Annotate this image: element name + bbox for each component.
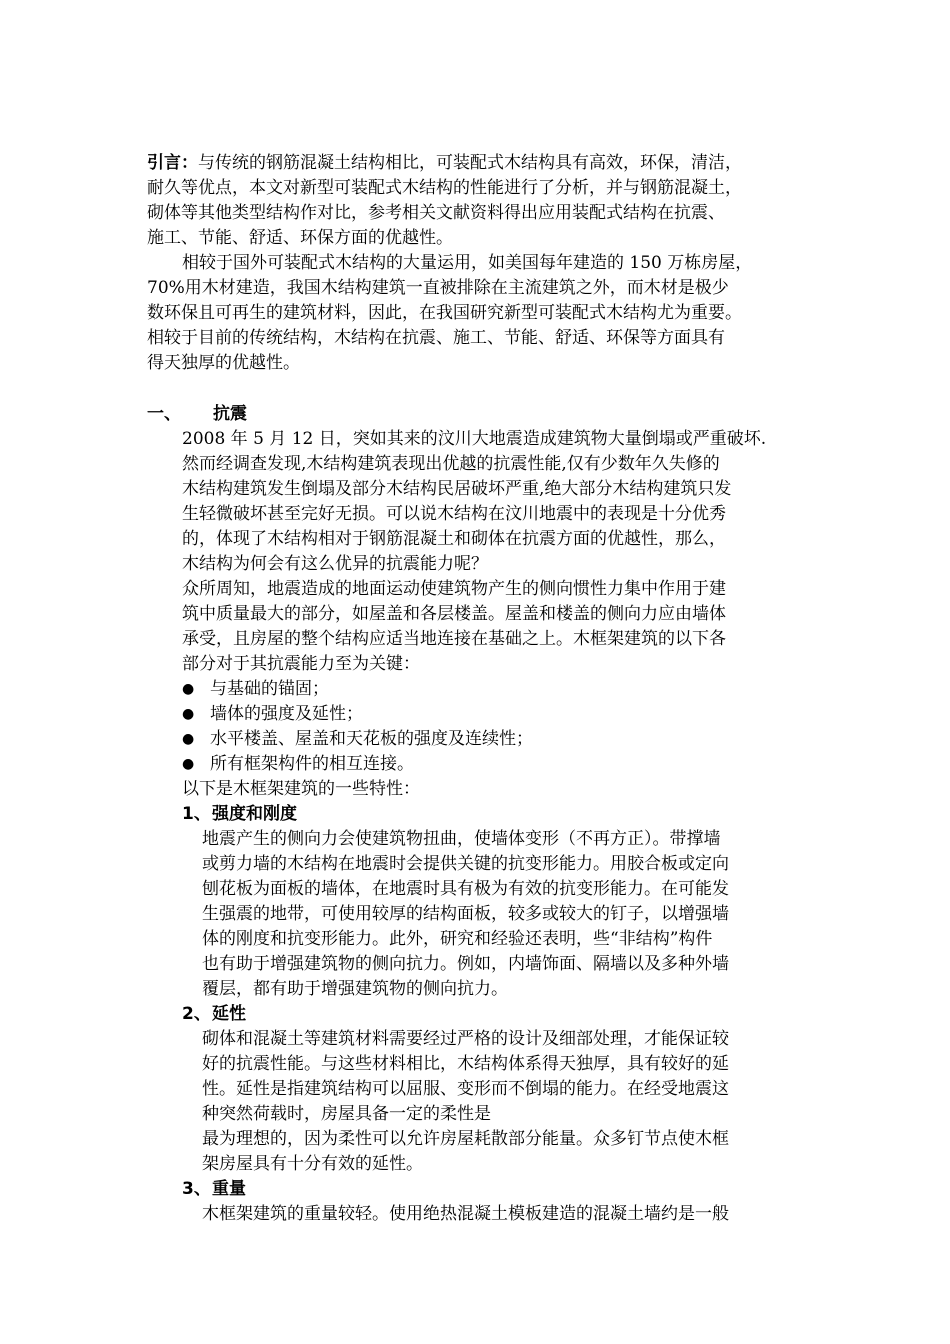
bullet-item: 所有框架构件的相互连接。: [210, 754, 414, 774]
subsection-number: 3、: [182, 1179, 211, 1199]
sub3-line: 木框架建筑的重量较轻。使用绝热混凝土模板建造的混凝土墙约是一般: [202, 1204, 729, 1224]
intro-line-2: 耐久等优点，本文对新型可装配式木结构的性能进行了分析，并与钢筋混凝土，: [147, 178, 742, 198]
sub2-line: 种突然荷载时，房屋具备一定的柔性是: [202, 1104, 491, 1124]
bullet-icon: ●: [182, 681, 195, 697]
section-line: 承受，且房屋的整个结构应适当地连接在基础之上。木框架建筑的以下各: [182, 629, 726, 649]
intro-p2-line: 相较于目前的传统结构，木结构在抗震、施工、节能、舒适、环保等方面具有: [147, 328, 725, 348]
subsection-title: 延性: [212, 1004, 246, 1024]
intro-label: 引言：: [147, 153, 198, 173]
bullet-item: 墙体的强度及延性；: [210, 704, 363, 724]
section-line: 筑中质量最大的部分，如屋盖和各层楼盖。屋盖和楼盖的侧向力应由墙体: [182, 604, 726, 624]
section-number: 一、: [147, 404, 181, 424]
bullet-icon: ●: [182, 731, 195, 747]
section-line: 2008 年 5 月 12 日，突如其来的汶川大地震造成建筑物大量倒塌或严重破坏.: [182, 429, 767, 449]
sub2-line: 架房屋具有十分有效的延性。: [202, 1154, 423, 1174]
section-line: 木结构为何会有这么优异的抗震能力呢？: [182, 554, 488, 574]
sub2-line: 最为理想的，因为柔性可以允许房屋耗散部分能量。众多钉节点使木框: [202, 1129, 729, 1149]
sub1-line: 生强震的地带，可使用较厚的结构面板，较多或较大的钉子，以增强墙: [202, 904, 729, 924]
sub1-line: 也有助于增强建筑物的侧向抗力。例如，内墙饰面、隔墙以及多种外墙: [202, 954, 729, 974]
sub2-line: 性。延性是指建筑结构可以屈服、变形而不倒塌的能力。在经受地震这: [202, 1079, 729, 1099]
sub1-line: 或剪力墙的木结构在地震时会提供关键的抗变形能力。用胶合板或定向: [202, 854, 729, 874]
intro-text: 与传统的钢筋混凝土结构相比，可装配式木结构具有高效，环保，清洁，: [198, 153, 742, 173]
sub1-line: 地震产生的侧向力会使建筑物扭曲，使墙体变形（不再方正）。带撑墙: [202, 829, 721, 849]
sub1-line: 体的刚度和抗变形能力。此外，研究和经验还表明，些“非结构”构件: [202, 929, 713, 949]
intro-line-3: 砌体等其他类型结构作对比，参考相关文献资料得出应用装配式结构在抗震、: [147, 203, 725, 223]
intro-line-1: [147, 151, 742, 176]
intro-p2-line: 70%用木材建造，我国木结构建筑一直被排除在主流建筑之外，而木材是极少: [147, 278, 729, 298]
subsection-number: 2、: [182, 1004, 211, 1024]
bullet-icon: ●: [182, 756, 195, 772]
section-title: 抗震: [213, 404, 247, 424]
sub1-line: 覆层，都有助于增强建筑物的侧向抗力。: [202, 979, 508, 999]
intro-p2-line: 得天独厚的优越性。: [147, 353, 300, 373]
bullet-item: 水平楼盖、屋盖和天花板的强度及连续性；: [210, 729, 533, 749]
intro-p2-line: 数环保且可再生的建筑材料，因此，在我国研究新型可装配式木结构尤为重要。: [147, 303, 742, 323]
section-line: 部分对于其抗震能力至为关键：: [182, 654, 420, 674]
section-line: 木结构建筑发生倒塌及部分木结构民居破坏严重,绝大部分木结构建筑只发: [182, 479, 732, 499]
sub2-line: 好的抗震性能。与这些材料相比，木结构体系得天独厚，具有较好的延: [202, 1054, 729, 1074]
intro-line-4: 施工、节能、舒适、环保方面的优越性。: [147, 228, 453, 248]
subsection-title: 重量: [212, 1179, 246, 1199]
bullet-item: 与基础的锚固；: [210, 679, 329, 699]
sub2-line: 砌体和混凝土等建筑材料需要经过严格的设计及细部处理，才能保证较: [202, 1029, 729, 1049]
intro-p2-line: 相较于国外可装配式木结构的大量运用，如美国每年建造的 150 万栋房屋，: [182, 253, 753, 273]
bullet-icon: ●: [182, 706, 195, 722]
features-intro: 以下是木框架建筑的一些特性：: [182, 779, 420, 799]
section-line: 生轻微破坏甚至完好无损。可以说木结构在汶川地震中的表现是十分优秀: [182, 504, 726, 524]
sub1-line: 刨花板为面板的墙体，在地震时具有极为有效的抗变形能力。在可能发: [202, 879, 729, 899]
subsection-title: 强度和刚度: [212, 804, 297, 824]
section-line: 众所周知，地震造成的地面运动使建筑物产生的侧向惯性力集中作用于建: [182, 579, 726, 599]
subsection-number: 1、: [182, 804, 211, 824]
section-line: 的，体现了木结构相对于钢筋混凝土和砌体在抗震方面的优越性，那么，: [182, 529, 726, 549]
section-line: 然而经调查发现,木结构建筑表现出优越的抗震性能,仅有少数年久失修的: [182, 454, 720, 474]
